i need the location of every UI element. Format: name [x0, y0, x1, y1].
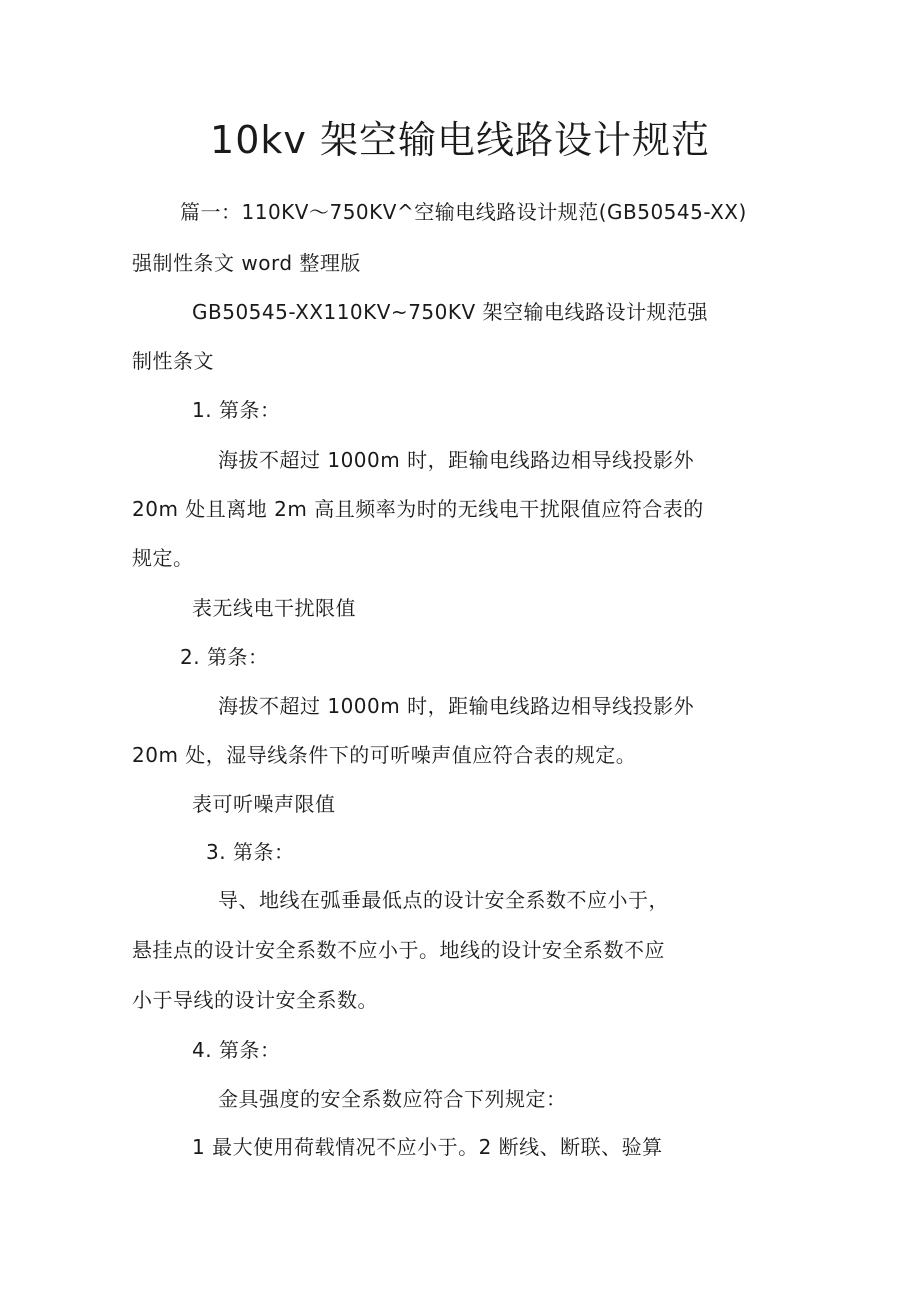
text-line-16: 悬挂点的设计安全系数不应小于。地线的设计安全系数不应: [132, 938, 665, 962]
text-line-11: 海拔不超过 1000m 时，距输电线路边相导线投影外: [218, 694, 695, 718]
document-title: 10kv 架空输电线路设计规范: [210, 118, 710, 162]
clause-heading-4: 4. 第条：: [192, 1038, 281, 1062]
table-caption-2: 表可听噪声限值: [192, 792, 336, 816]
text-line-7: 20m 处且离地 2m 高且频率为时的无线电干扰限值应符合表的: [132, 497, 704, 521]
clause-heading-1: 1. 第条：: [192, 398, 281, 422]
text-line-20: 1 最大使用荷载情况不应小于。2 断线、断联、验算: [192, 1135, 663, 1159]
text-line-12: 20m 处，湿导线条件下的可听噪声值应符合表的规定。: [132, 743, 637, 767]
text-line-19: 金具强度的安全系数应符合下列规定：: [218, 1087, 567, 1111]
table-caption-1: 表无线电干扰限值: [192, 596, 356, 620]
clause-heading-2: 2. 第条：: [180, 645, 269, 669]
text-line-17: 小于导线的设计安全系数。: [132, 988, 378, 1012]
text-line-8: 规定。: [132, 546, 194, 570]
text-line-1: 篇一：110KV～750KV^空输电线路设计规范(GB50545-XX): [180, 200, 747, 224]
text-line-3: GB50545-XX110KV~750KV 架空输电线路设计规范强: [192, 300, 709, 324]
text-line-2: 强制性条文 word 整理版: [132, 251, 361, 275]
text-line-6: 海拔不超过 1000m 时，距输电线路边相导线投影外: [218, 448, 695, 472]
text-line-4: 制性条文: [132, 349, 214, 373]
text-line-15: 导、地线在弧垂最低点的设计安全系数不应小于，: [218, 888, 669, 912]
clause-heading-3: 3. 第条：: [206, 840, 295, 864]
